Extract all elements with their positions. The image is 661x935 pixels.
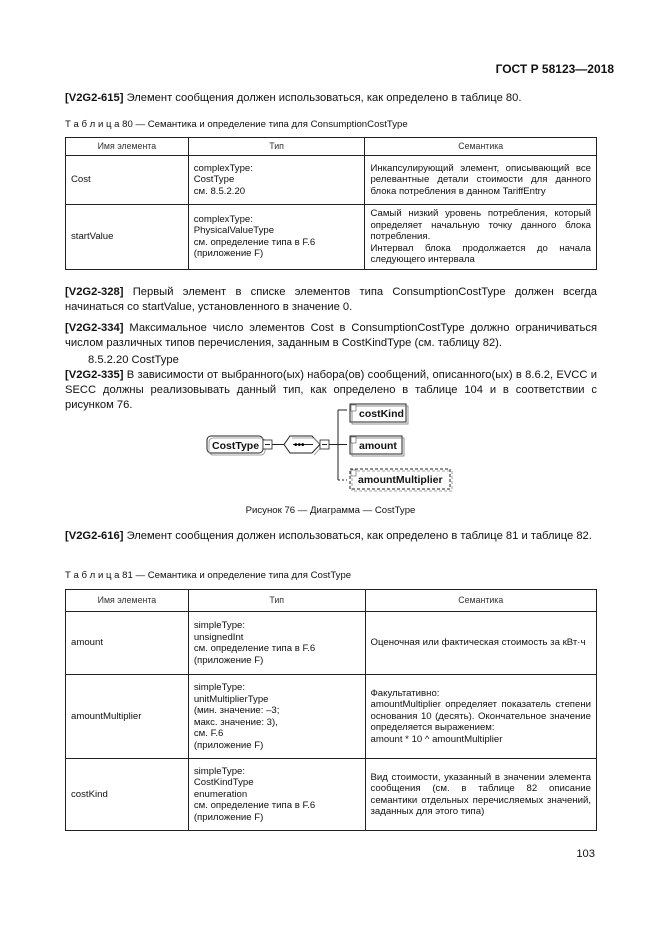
semantics-cell: Вид стоимости, указанный в значении элемента сообщения (см. в таблице 82 описание семантики отдельных перечисляемых значений, заданных для этого типа): [365, 759, 596, 831]
type-cell: [188, 759, 365, 831]
paragraph-v2g2-328: [65, 285, 597, 315]
semantics-cell: [365, 205, 597, 270]
child-element-amount: [350, 436, 404, 456]
table-80: [65, 137, 597, 270]
semantics-line: Интервал блока продолжается до начала следующего интервала: [370, 242, 591, 265]
child-element-costkind: [350, 404, 408, 424]
paragraph-text: В зависимости от выбранного(ых) набора(ов) сообщений, описанного(ых) в 8.6.2, EVCC и SECC должны реализовывать данный тип, как определено в таблице 104 и в соответствии с рисунком 76.: [65, 369, 597, 411]
element-name-cell: Cost: [66, 156, 189, 205]
semantics-line: amount * 10 ^ amountMultiplier: [370, 733, 503, 745]
requirement-id: [V2G2-334]: [65, 322, 124, 334]
semantics-cell: Инкапсулирующий элемент, описывающий все релевантные детали стоимости для данного блока потребления в данном TariffEntry: [365, 156, 597, 205]
type-cell: [188, 675, 365, 759]
semantics-line: Факультативно:: [370, 687, 440, 699]
column-header: Тип: [188, 138, 365, 156]
table-row: [66, 156, 597, 205]
element-name-cell: amount: [66, 612, 189, 675]
type-line: complexType:: [193, 162, 253, 174]
paragraph-text: Максимальное число элементов Cost в ConsumptionCostType должно ограничиваться числом различных типов перечисления, заданным в CostKindType (см. таблицу 82).: [65, 322, 598, 349]
table-row: [66, 675, 597, 759]
collapse-icon: [320, 440, 329, 449]
type-line: CostKindType: [193, 777, 254, 789]
child-element-amountmultiplier: [350, 469, 452, 491]
element-name-cell: amountMultiplier: [66, 675, 189, 759]
sequence-compositor-icon: [284, 436, 322, 455]
requirement-id: [V2G2-616]: [65, 530, 124, 542]
table-row: [66, 759, 597, 831]
costtype-diagram: [0, 395, 661, 500]
type-line: см. определение типа в F.6: [193, 236, 316, 248]
column-header: Имя элемента: [66, 138, 189, 156]
paragraph-v2g2-615: [65, 91, 597, 106]
semantics-line: amountMultiplier определяет показатель степени основания 10 (десять). Окончательное значение определяется выражением:: [370, 699, 591, 734]
table-row: [66, 205, 597, 270]
table-81-caption: Т а б л и ц а 81 — Семантика и определение типа для CostType: [65, 570, 352, 581]
root-element-label: CostType: [212, 440, 260, 452]
table-row: [66, 612, 597, 675]
type-line: enumeration: [193, 788, 248, 800]
type-line: PhysicalValueType: [193, 225, 275, 237]
type-line: simpleType:: [193, 765, 246, 777]
type-line: complexType:: [193, 213, 253, 225]
requirement-id: [V2G2-335]: [65, 369, 124, 381]
element-name-cell: startValue: [66, 205, 189, 270]
section-heading: 8.5.2.20 CostType: [88, 354, 179, 366]
child-element-label: amountMultiplier: [358, 474, 443, 486]
table-81: [65, 589, 597, 831]
paragraph-v2g2-334: [65, 321, 597, 351]
requirement-id: [V2G2-328]: [65, 286, 124, 298]
table-80-caption: Т а б л и ц а 80 — Семантика и определение типа для ConsumptionCostType: [65, 119, 408, 130]
semantics-line: Самый низкий уровень потребления, который определяет начальную точку данного блока потребления.: [370, 208, 591, 242]
figure-caption: Рисунок 76 — Диаграмма — CostType: [245, 505, 416, 516]
semantics-cell: Оценочная или фактическая стоимость за кВт·ч: [365, 612, 596, 675]
paragraph-text: Элемент сообщения должен использоваться, как определено в таблице 80.: [126, 92, 522, 104]
type-line: (приложение F): [193, 654, 264, 666]
type-line: (приложение F): [193, 739, 264, 751]
child-element-label: amount: [359, 440, 397, 452]
type-line: unitMultiplierType: [193, 693, 269, 705]
paragraph-text: Элемент сообщения должен использоваться, как определено в таблице 81 и таблице 82.: [126, 530, 592, 542]
requirement-id: [V2G2-615]: [65, 92, 124, 104]
type-line: см. определение типа в F.6: [193, 643, 316, 654]
paragraph-v2g2-616: [65, 529, 597, 544]
type-line: simpleType:: [193, 620, 246, 631]
type-line: simpleType:: [193, 682, 246, 693]
paragraph-text: Первый элемент в списке элементов типа ConsumptionCostType должен всегда начинаться со startValue, установленного в значение 0.: [65, 286, 598, 313]
type-cell: [188, 205, 365, 270]
type-line: см. 8.5.2.20: [193, 185, 246, 197]
type-line: CostType: [193, 174, 235, 186]
element-name-cell: costKind: [66, 759, 189, 831]
type-line: макс. значение: 3),: [193, 716, 278, 728]
type-line: (мин. значение: –3;: [193, 705, 280, 716]
column-header: Тип: [188, 590, 365, 612]
type-cell: [188, 612, 365, 675]
sequence-dots: •••: [294, 440, 305, 451]
child-element-label: costKind: [359, 408, 404, 420]
collapse-icon: [263, 440, 272, 449]
document-header: ГОСТ Р 58123—2018: [495, 62, 614, 76]
semantics-cell: [365, 675, 596, 759]
page-number: 103: [576, 848, 595, 860]
type-line: (приложение F): [193, 811, 264, 823]
type-cell: [188, 156, 365, 205]
type-line: см. F.6: [193, 728, 224, 739]
type-line: unsignedInt: [193, 631, 244, 643]
type-line: см. определение типа в F.6: [193, 800, 316, 812]
type-line: (приложение F): [193, 248, 264, 260]
column-header: Имя элемента: [66, 590, 189, 612]
column-header: Семантика: [365, 590, 596, 612]
column-header: Семантика: [365, 138, 597, 156]
root-element-box: [207, 436, 265, 455]
